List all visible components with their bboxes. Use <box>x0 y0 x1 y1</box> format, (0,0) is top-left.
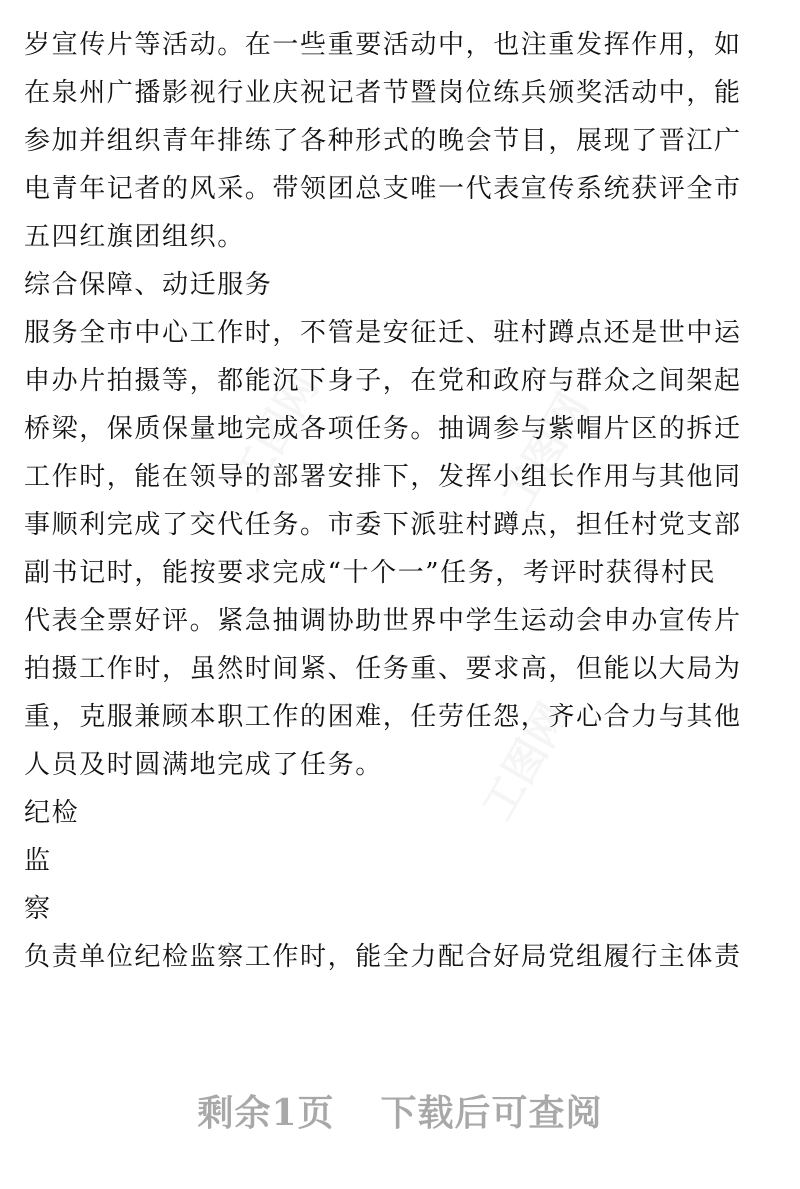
text-line: 电青年记者的风采。带领团总支唯一代表宣传系统获评全市 <box>24 174 742 204</box>
text-line: 申办片拍摄等，都能沉下身子，在党和政府与群众之间架起 <box>24 366 742 396</box>
download-to-view-label: 下载后可查阅 <box>380 1092 603 1134</box>
section-heading: 察 <box>24 894 52 924</box>
text-line: 工作时，能在领导的部署安排下，发挥小组长作用与其他同 <box>24 462 742 492</box>
section-heading: 综合保障、动迁服务 <box>24 270 273 300</box>
text-line: 服务全市中心工作时，不管是安征迁、驻村蹲点还是世中运 <box>24 318 742 348</box>
text-line: 人员及时圆满地完成了任务。 <box>24 750 383 780</box>
text-line: 参加并组织青年排练了各种形式的晚会节目，展现了晋江广 <box>24 126 742 156</box>
watermark: 工图网 <box>492 384 598 519</box>
text-line: 事顺利完成了交代任务。市委下派驻村蹲点，担任村党支部 <box>24 510 742 540</box>
text-line: 代表全票好评。紧急抽调协助世界中学生运动会申办宣传片 <box>24 606 742 636</box>
watermark: 工图网 <box>222 364 328 499</box>
text-line: 副书记时，能按要求完成“十个一”任务，考评时获得村民 <box>24 558 717 588</box>
text-line: 桥梁，保质保量地完成各项任务。抽调参与紫帽片区的拆迁 <box>24 414 742 444</box>
text-line: 五四红旗团组织。 <box>24 222 245 252</box>
download-prompt[interactable] <box>0 1085 800 1136</box>
text-line: 重，克服兼顾本职工作的困难，任劳任怨，齐心合力与其他 <box>24 702 742 732</box>
section-heading: 监 <box>24 846 52 876</box>
text-line: 拍摄工作时，虽然时间紧、任务重、要求高，但能以大局为 <box>24 654 742 684</box>
section-heading: 纪检 <box>24 798 80 828</box>
document-body <box>24 0 784 981</box>
watermark: 工图网 <box>472 694 578 829</box>
text-line: 负责单位纪检监察工作时，能全力配合好局党组履行主体责 <box>24 942 742 972</box>
text-line: 岁宣传片等活动。在一些重要活动中，也注重发挥作用，如 <box>24 30 742 60</box>
text-line: 在泉州广播影视行业庆祝记者节暨岗位练兵颁奖活动中，能 <box>24 78 742 108</box>
remaining-pages-label: 剩余1页 <box>197 1092 335 1134</box>
